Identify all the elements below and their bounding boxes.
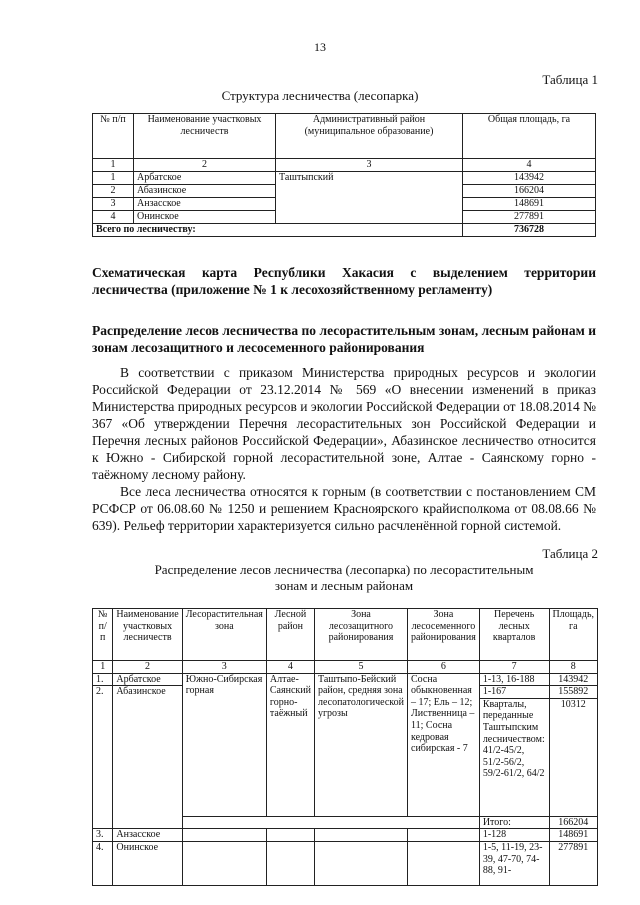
t2-header-area: Площадь, га <box>549 609 598 661</box>
t2-cell-zone: Южно-Сибирская горная <box>182 673 266 816</box>
t2-header-seed: Зона лесосеменного районирования <box>408 609 480 661</box>
table1-title: Структура лесничества (лесопарка) <box>221 88 419 103</box>
t1-colnum: 4 <box>463 159 596 172</box>
t2-header-zone: Лесорастительная зона <box>182 609 266 661</box>
t2-cell-area: 277891 <box>549 841 598 885</box>
t2-cell-transferred: Кварталы, переданные Таштыпским лесничеством: 41/2-45/2, 51/2-56/2, 59/2-61/2, 64/2 <box>479 698 549 816</box>
t2-cell-transferred-area: 10312 <box>549 698 598 816</box>
t2-header-protection: Зона лесозащитного районирования <box>314 609 407 661</box>
t1-cell-area: 277891 <box>463 211 596 224</box>
t2-header-region: Лесной район <box>266 609 314 661</box>
page-number: 13 <box>314 40 326 54</box>
table-row <box>93 172 596 185</box>
t1-cell-area: 166204 <box>463 185 596 198</box>
heading-map: Схематическая карта Республики Хакасия с выделением территории лесничества (приложение № 1 к лесохозяйственному регламенту) <box>92 265 596 297</box>
table2-title: Распределение лесов лесничества (лесопарка) по лесорастительным зонам и лесным районам <box>154 562 534 593</box>
paragraph-1: В соответствии с приказом Министерства природных ресурсов и экологии Российской Федерации от 23.12.2014 № 569 «О внесении изменений в приказ Министерства природных ресурсов и экологии Российской Федерации от 18.08.2014 № 367 «Об утверждении Перечня лесорастительных зон Российской Федерации и Перечня лесных районов Российской Федерации», Абазинское лесничество относится к Южно - Сибирской горной лесорастительной зоне, Алтае - Саянскому горно - таёжному лесному району. <box>92 365 596 482</box>
table-row <box>93 673 598 686</box>
table1-label: Таблица 1 <box>542 72 598 87</box>
table2-label: Таблица 2 <box>542 546 598 561</box>
t1-cell-name: Арбатское <box>134 172 276 185</box>
t2-cell-area: 143942 <box>549 673 598 686</box>
t2-colnum: 3 <box>182 661 266 674</box>
t2-subtotal-label: Итого: <box>479 816 549 829</box>
t1-colnum: 1 <box>93 159 134 172</box>
t2-cell-quarters: 1-167 <box>479 686 549 699</box>
paragraph-2: Все леса лесничества относятся к горным (в соответствии с постановлением СМ РСФСР от 06.08.60 № 1250 и решением Красноярского крайисполкома от 08.08.66 № 639). Рельеф территории характеризуется сильно расчленённой горной системой. <box>92 484 596 533</box>
t2-cell-name: Онинское <box>113 841 182 885</box>
t1-cell-area: 143942 <box>463 172 596 185</box>
t2-cell-area: 155892 <box>549 686 598 699</box>
table-row <box>93 829 598 842</box>
t2-cell-num: 1. <box>93 673 113 686</box>
t2-colnum: 5 <box>314 661 407 674</box>
t1-cell-area: 148691 <box>463 198 596 211</box>
t1-colnum: 2 <box>134 159 276 172</box>
t1-cell-num: 4 <box>93 211 134 224</box>
t2-colnum: 1 <box>93 661 113 674</box>
t1-cell-num: 1 <box>93 172 134 185</box>
t2-colnum: 6 <box>408 661 480 674</box>
t2-cell-num: 3. <box>93 829 113 842</box>
t2-cell-quarters: 1-5, 11-19, 23-39, 47-70, 74-88, 91- <box>479 841 549 885</box>
t1-cell-name: Абазинское <box>134 185 276 198</box>
t2-colnum: 7 <box>479 661 549 674</box>
t2-header-quarters: Перечень лесных кварталов <box>479 609 549 661</box>
t2-subtotal-value: 166204 <box>549 816 598 829</box>
t1-header-num: № п/п <box>93 114 134 159</box>
t1-total-value: 736728 <box>463 224 596 237</box>
t2-colnum: 8 <box>549 661 598 674</box>
t2-colnum: 4 <box>266 661 314 674</box>
t2-cell-region: Алтае-Саянский горно-таёжный <box>266 673 314 816</box>
t2-cell-protection: Таштыпо-Бейский район, средняя зона лесопатологической угрозы <box>314 673 407 816</box>
t2-cell-name: Арбатское <box>113 673 182 686</box>
heading-distribution: Распределение лесов лесничества по лесорастительным зонам, лесным районам и зонам лесозащитного и лесосеменного районирования <box>92 323 596 355</box>
table2 <box>92 608 598 886</box>
table-total-row <box>93 224 596 237</box>
t2-cell-name: Абазинское <box>113 686 182 829</box>
table1 <box>92 113 596 237</box>
t2-header-num: № п/ п <box>93 609 113 661</box>
t1-colnum: 3 <box>276 159 463 172</box>
t1-header-name: Наименование участковых лесничеств <box>134 114 276 159</box>
t2-cell-name: Анзасское <box>113 829 182 842</box>
table-row <box>93 841 598 885</box>
t1-cell-name: Онинское <box>134 211 276 224</box>
t2-cell-quarters: 1-13, 16-188 <box>479 673 549 686</box>
t1-header-district: Административный район (муниципальное образование) <box>276 114 463 159</box>
t2-cell-area: 148691 <box>549 829 598 842</box>
t1-header-area: Общая площадь, га <box>463 114 596 159</box>
t1-cell-num: 2 <box>93 185 134 198</box>
t2-cell-seed: Сосна обыкновенная – 17; Ель – 12; Лиственница – 11; Сосна кедровая сибирская - 7 <box>408 673 480 816</box>
t2-header-name: Наименование участковых лесничеств <box>113 609 182 661</box>
t1-cell-district: Таштыпский <box>276 172 463 224</box>
t2-cell-quarters: 1-128 <box>479 829 549 842</box>
t2-cell-num: 2. <box>93 686 113 829</box>
t1-cell-name: Анзасское <box>134 198 276 211</box>
t2-colnum: 2 <box>113 661 182 674</box>
t1-cell-num: 3 <box>93 198 134 211</box>
t1-total-label: Всего по лесничеству: <box>93 224 463 237</box>
t2-cell-num: 4. <box>93 841 113 885</box>
